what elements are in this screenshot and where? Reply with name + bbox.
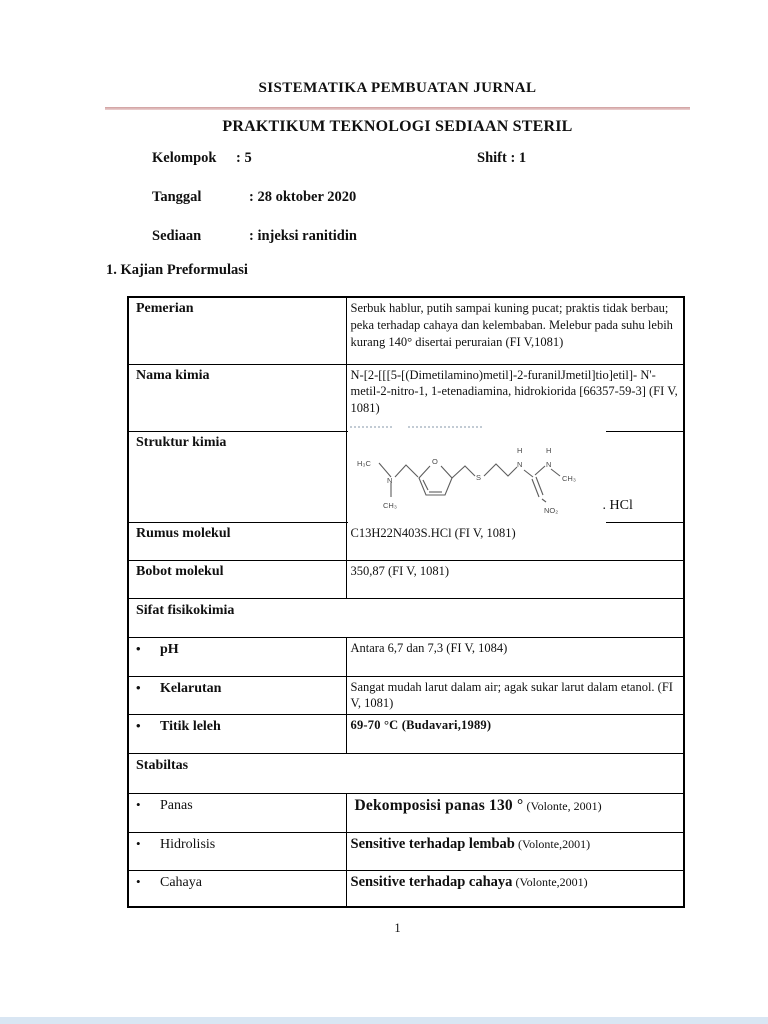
meta-sediaan-value: : injeksi ranitidin <box>249 228 357 244</box>
ranitidine-structure-image <box>348 429 606 525</box>
meta-sediaan-label: Sediaan <box>152 228 202 244</box>
value-main: Sensitive terhadap cahaya <box>350 873 513 890</box>
meta-shift-value: : 1 <box>510 150 527 166</box>
preformulasi-table <box>127 296 685 908</box>
page-number: 1 <box>394 921 401 935</box>
meta-kelompok <box>152 150 252 167</box>
faded-artifact-marks <box>350 426 482 428</box>
value-reference: (Volonte,2001) <box>517 836 591 851</box>
row-value <box>346 364 684 431</box>
nama-kimia-text: N-[2-[[[5-[(Dimetilamino)metil]-2-furanilJmetil]tio]etil]- N'-metil-2-nitro-1, 1-etenadiamina, hidrokiorida [66357-59-3] (FI V, 1081) <box>350 367 678 416</box>
section-row-label: Sifat fisikokimia <box>128 598 684 637</box>
atom-ch3-b: CH₃ <box>561 473 576 483</box>
table-row-pemerian <box>128 297 684 364</box>
table-row-stabiltas <box>128 753 684 793</box>
atom-s: S <box>475 472 481 482</box>
row-label: Pemerian <box>128 297 346 364</box>
title-divider <box>105 107 690 110</box>
row-label: • Kelarutan <box>128 676 346 714</box>
atom-n3: N <box>545 459 551 469</box>
bullet-icon: • <box>136 796 141 812</box>
bullet-icon: • <box>136 640 141 656</box>
atom-h-b: H <box>545 445 551 455</box>
atom-h3c: H₃C <box>356 458 371 468</box>
row-label: Struktur kimia <box>128 431 346 522</box>
row-label: • Titik leleh <box>128 714 346 753</box>
bullet-icon: • <box>136 717 141 733</box>
document-header <box>105 80 690 136</box>
row-label: • Cahaya <box>128 870 346 907</box>
row-label: Nama kimia <box>128 364 346 431</box>
section-row-label: Stabiltas <box>128 753 684 793</box>
table-row-titik-leleh <box>128 714 684 753</box>
meta-tanggal-label: Tanggal <box>152 189 202 205</box>
meta-sediaan <box>152 228 357 245</box>
value-main: Dekomposisi panas 130 ° <box>354 796 524 814</box>
table-row-kelarutan <box>128 676 684 714</box>
row-label: • Panas <box>128 793 346 832</box>
row-value: Antara 6,7 dan 7,3 (FI V, 1084) <box>346 637 684 676</box>
row-value <box>346 870 684 907</box>
table-row-struktur-kimia <box>128 431 684 522</box>
row-value <box>346 793 684 832</box>
meta-shift <box>477 150 526 167</box>
meta-tanggal-value: : 28 oktober 2020 <box>249 189 357 205</box>
row-value: C13H22N403S.HCl (FI V, 1081) <box>346 522 684 560</box>
table-row-nama-kimia <box>128 364 684 431</box>
atom-o-ring: O <box>431 456 438 466</box>
row-value <box>346 832 684 870</box>
row-label: • Hidrolisis <box>128 832 346 870</box>
chemical-structure-cell <box>346 431 684 522</box>
atom-n2: N <box>516 459 522 469</box>
table-row-cahaya <box>128 870 684 907</box>
meta-tanggal <box>152 189 356 206</box>
row-label: Rumus molekul <box>128 522 346 560</box>
viewer-footer-bar <box>0 1017 768 1024</box>
row-label: Bobot molekul <box>128 560 346 598</box>
table-row-hidrolisis <box>128 832 684 870</box>
table-row-sifat-fisikokimia <box>128 598 684 637</box>
atom-ch3-a: CH₃ <box>382 500 397 510</box>
bullet-icon: • <box>136 835 141 851</box>
table-row-bobot-molekul <box>128 560 684 598</box>
section-heading: 1. Kajian Preformulasi <box>106 262 248 278</box>
ranitidine-structure-drawing <box>348 439 604 521</box>
meta-kelompok-label: Kelompok <box>152 150 217 166</box>
value-reference: (Volonte,2001) <box>515 874 588 889</box>
row-value: Sangat mudah larut dalam air; agak sukar larut dalam etanol. (FI V, 1081) <box>346 676 684 714</box>
value-main: Sensitive terhadap lembab <box>350 835 515 852</box>
bullet-icon: • <box>136 873 141 889</box>
document-subtitle: PRAKTIKUM TEKNOLOGI SEDIAAN STERIL <box>222 117 573 135</box>
table-row-ph <box>128 637 684 676</box>
row-label: • pH <box>128 637 346 676</box>
meta-kelompok-value: : 5 <box>236 150 252 166</box>
row-value: 350,87 (FI V, 1081) <box>346 560 684 598</box>
table-row-rumus-molekul <box>128 522 684 560</box>
row-value: Serbuk hablur, putih sampai kuning pucat; praktis tidak berbau; peka terhadap cahaya dan kelembaban. Melebur pada suhu lebih kurang 140° disertai peruraian (FI V,1081) <box>346 297 684 364</box>
document-title: SISTEMATIKA PEMBUATAN JURNAL <box>258 80 537 96</box>
atom-h-a: H <box>516 445 522 455</box>
table-row-panas <box>128 793 684 832</box>
bullet-icon: • <box>136 679 141 695</box>
hcl-suffix: . HCl <box>602 497 633 513</box>
meta-shift-label: Shift <box>477 150 507 166</box>
atom-n1: N <box>386 475 392 485</box>
atom-no2: NO₂ <box>543 505 558 515</box>
row-value: 69-70 °C (Budavari,1989) <box>346 714 684 753</box>
value-reference: (Volonte, 2001) <box>526 798 602 813</box>
